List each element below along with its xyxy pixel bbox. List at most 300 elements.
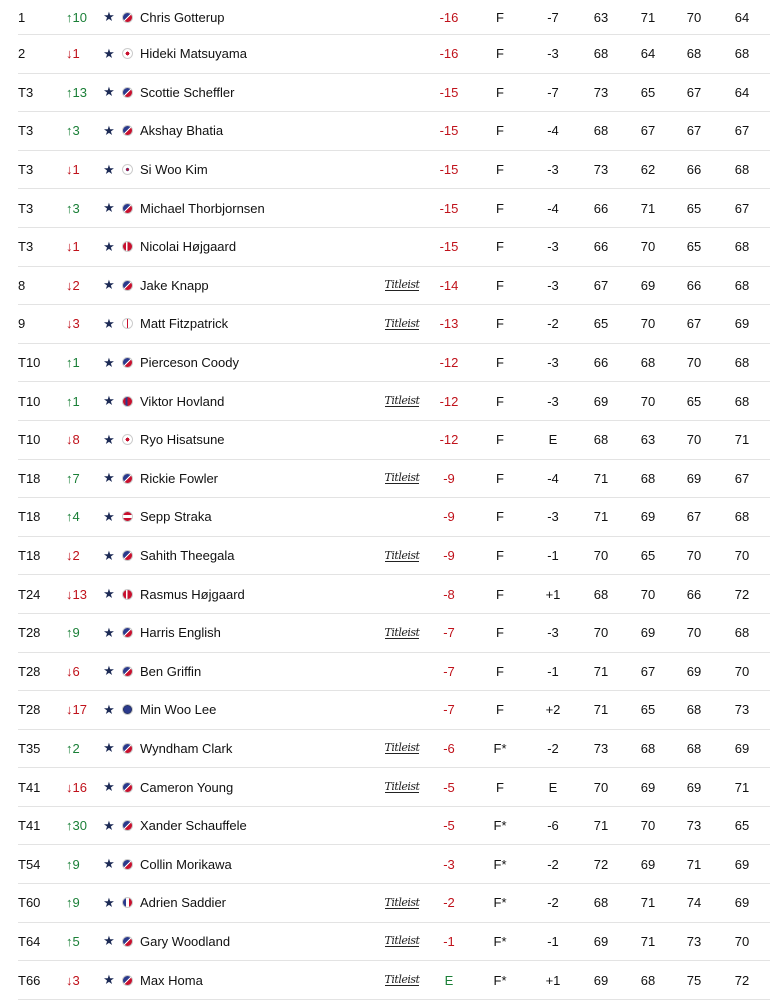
titleist-logo [380, 267, 424, 305]
today-score: -4 [547, 123, 559, 139]
leaderboard-row[interactable] [18, 845, 770, 884]
round-1-score: 68 [593, 123, 609, 139]
sponsor-logo-text: Titleist [384, 934, 420, 948]
player-name[interactable]: Ben Griffin [140, 663, 202, 679]
leaderboard-row[interactable] [18, 653, 770, 692]
position: 2 [18, 46, 26, 62]
flag-icon [120, 807, 134, 845]
position-movement: ↑3 [66, 123, 80, 139]
today-score: -4 [547, 470, 559, 486]
country-flag-usa [122, 859, 133, 870]
round-1-score: 69 [593, 393, 609, 409]
star-icon[interactable]: ★ [103, 9, 115, 24]
thru: F [496, 46, 504, 62]
total-to-par: -7 [443, 702, 455, 718]
player-name[interactable]: Viktor Hovland [140, 393, 225, 409]
today-score: +1 [545, 972, 561, 988]
titleist-logo [380, 460, 424, 498]
flag-icon [120, 35, 134, 73]
round-3-score: 69 [686, 470, 702, 486]
round-4-score: 73 [734, 702, 750, 718]
thru: F [496, 123, 504, 139]
country-flag-usa [122, 666, 133, 677]
round-1-score: 70 [593, 548, 609, 564]
leaderboard-row[interactable] [18, 35, 770, 74]
round-4-score: 69 [734, 895, 750, 911]
position-movement: ↑3 [66, 200, 80, 216]
leaderboard-row[interactable] [18, 267, 770, 306]
round-4-score: 64 [734, 9, 750, 25]
total-to-par: -7 [443, 625, 455, 641]
round-4-score: 68 [734, 277, 750, 293]
round-2-score: 68 [640, 470, 656, 486]
flag-icon [120, 267, 134, 305]
player-name[interactable]: Sepp Straka [140, 509, 212, 525]
position-movement: ↑1 [66, 393, 80, 409]
star-icon[interactable]: ★ [103, 393, 115, 409]
round-2-score: 70 [640, 239, 656, 255]
player-name[interactable]: Akshay Bhatia [140, 123, 224, 139]
round-3-score: 68 [686, 740, 702, 756]
sponsor-logo-text: Titleist [384, 973, 420, 987]
leaderboard-row[interactable] [18, 305, 770, 344]
position-movement: ↑4 [66, 509, 80, 525]
leaderboard-row[interactable] [18, 730, 770, 769]
position: T28 [18, 663, 41, 679]
star-icon[interactable]: ★ [103, 856, 115, 872]
position: 1 [18, 9, 26, 25]
flag-icon [120, 923, 134, 961]
leaderboard-row[interactable] [18, 460, 770, 499]
player-name[interactable]: Si Woo Kim [140, 162, 208, 178]
player-name[interactable]: Harris English [140, 625, 221, 641]
leaderboard-row[interactable] [18, 421, 770, 460]
leaderboard-row[interactable] [18, 923, 770, 962]
star-icon[interactable]: ★ [103, 277, 115, 293]
round-2-score: 63 [640, 432, 656, 448]
position-movement: ↓13 [66, 586, 87, 602]
thru: F [496, 779, 504, 795]
thru: F [496, 162, 504, 178]
player-name[interactable]: Ryo Hisatsune [140, 432, 225, 448]
country-flag-usa [122, 743, 133, 754]
star-icon[interactable]: ★ [103, 547, 115, 563]
leaderboard-row[interactable] [18, 614, 770, 653]
position: T3 [18, 239, 34, 255]
total-to-par: -12 [439, 355, 459, 371]
sponsor-logo-text: Titleist [384, 780, 420, 794]
round-4-score: 71 [734, 432, 750, 448]
position: T41 [18, 818, 41, 834]
titleist-logo [380, 344, 424, 382]
round-2-score: 69 [640, 856, 656, 872]
star-icon[interactable]: ★ [103, 740, 115, 756]
leaderboard-row[interactable] [18, 768, 770, 807]
today-score: -7 [547, 9, 559, 25]
star-icon[interactable]: ★ [103, 508, 115, 524]
country-flag-usa [122, 627, 133, 638]
thru: F [496, 239, 504, 255]
position: T3 [18, 200, 34, 216]
player-name[interactable]: Xander Schauffele [140, 818, 247, 834]
round-1-score: 71 [593, 663, 609, 679]
thru: F [496, 277, 504, 293]
leaderboard-row[interactable] [18, 691, 770, 730]
today-score: +2 [545, 702, 561, 718]
position: T54 [18, 856, 41, 872]
sponsor-logo-text: Titleist [384, 471, 420, 485]
today-score: -1 [547, 663, 559, 679]
thru: F [496, 393, 504, 409]
position: T28 [18, 625, 41, 641]
player-name[interactable]: Sahith Theegala [140, 548, 235, 564]
leaderboard-row[interactable] [18, 151, 770, 190]
round-2-score: 70 [640, 316, 656, 332]
round-3-score: 75 [686, 972, 702, 988]
total-to-par: -15 [439, 84, 459, 100]
total-to-par: -13 [439, 316, 459, 332]
thru: F [496, 9, 504, 25]
country-flag-fra [122, 897, 133, 908]
player-name[interactable]: Cameron Young [140, 779, 234, 795]
star-icon[interactable]: ★ [103, 701, 115, 717]
position-movement: ↑2 [66, 740, 80, 756]
titleist-logo [380, 151, 424, 189]
star-icon[interactable]: ★ [103, 817, 115, 833]
today-score: +1 [545, 586, 561, 602]
sponsor-logo-text: Titleist [384, 895, 420, 909]
player-name[interactable]: Max Homa [140, 972, 203, 988]
position-movement: ↓16 [66, 779, 87, 795]
country-flag-aut [122, 511, 133, 522]
position: T3 [18, 162, 34, 178]
position: T28 [18, 702, 41, 718]
round-2-score: 62 [640, 162, 656, 178]
round-1-score: 63 [593, 9, 609, 25]
thru: F [496, 702, 504, 718]
round-4-score: 68 [734, 46, 750, 62]
round-1-score: 68 [593, 46, 609, 62]
country-flag-usa [122, 550, 133, 561]
position: T24 [18, 586, 41, 602]
leaderboard-row[interactable] [18, 498, 770, 537]
thru: F [496, 316, 504, 332]
leaderboard-row[interactable] [18, 575, 770, 614]
round-3-score: 66 [686, 162, 702, 178]
titleist-logo [380, 884, 424, 922]
country-flag-usa [122, 820, 133, 831]
position: T3 [18, 123, 34, 139]
round-3-score: 66 [686, 277, 702, 293]
sponsor-logo-text: Titleist [384, 316, 420, 330]
total-to-par: -9 [443, 470, 455, 486]
flag-icon [120, 730, 134, 768]
country-flag-usa [122, 280, 133, 291]
titleist-logo [380, 537, 424, 575]
position-movement: ↑9 [66, 625, 80, 641]
round-1-score: 68 [593, 895, 609, 911]
flag-icon [120, 74, 134, 112]
round-2-score: 69 [640, 509, 656, 525]
sponsor-logo-text: Titleist [384, 278, 420, 292]
star-icon[interactable]: ★ [103, 933, 115, 949]
country-flag-usa [122, 87, 133, 98]
player-name[interactable]: Rickie Fowler [140, 470, 219, 486]
titleist-logo [380, 382, 424, 420]
round-1-score: 68 [593, 586, 609, 602]
country-flag-usa [122, 473, 133, 484]
total-to-par: -14 [439, 277, 459, 293]
star-icon[interactable]: ★ [103, 894, 115, 910]
round-1-score: 66 [593, 200, 609, 216]
star-icon[interactable]: ★ [103, 470, 115, 486]
total-to-par: -1 [443, 933, 455, 949]
round-2-score: 69 [640, 277, 656, 293]
round-4-score: 68 [734, 239, 750, 255]
star-icon[interactable]: ★ [103, 624, 115, 640]
leaderboard-row[interactable] [18, 228, 770, 267]
player-name[interactable]: Nicolai Højgaard [140, 239, 237, 255]
player-name[interactable]: Collin Morikawa [140, 856, 232, 872]
leaderboard-row[interactable] [18, 807, 770, 846]
sponsor-logo-text: Titleist [384, 548, 420, 562]
star-icon[interactable]: ★ [103, 663, 115, 679]
today-score: -3 [547, 46, 559, 62]
thru: F* [493, 972, 507, 988]
round-3-score: 70 [686, 432, 702, 448]
today-score: -3 [547, 509, 559, 525]
round-2-score: 71 [640, 895, 656, 911]
round-2-score: 65 [640, 548, 656, 564]
round-4-score: 67 [734, 200, 750, 216]
thru: F* [493, 740, 507, 756]
sponsor-logo-text: Titleist [384, 394, 420, 408]
position: T18 [18, 509, 41, 525]
position-movement: ↑9 [66, 856, 80, 872]
star-icon[interactable]: ★ [103, 315, 115, 331]
player-name[interactable]: Matt Fitzpatrick [140, 316, 229, 332]
titleist-logo [380, 653, 424, 691]
round-4-score: 69 [734, 740, 750, 756]
today-score: -3 [547, 162, 559, 178]
round-1-score: 70 [593, 625, 609, 641]
round-3-score: 68 [686, 46, 702, 62]
round-4-score: 70 [734, 933, 750, 949]
round-2-score: 67 [640, 123, 656, 139]
position: T35 [18, 740, 41, 756]
star-icon[interactable]: ★ [103, 84, 115, 100]
round-1-score: 69 [593, 972, 609, 988]
star-icon[interactable]: ★ [103, 779, 115, 795]
today-score: -2 [547, 740, 559, 756]
today-score: -7 [547, 84, 559, 100]
today-score: -2 [547, 895, 559, 911]
country-flag-usa [122, 125, 133, 136]
today-score: E [548, 432, 558, 448]
round-2-score: 69 [640, 779, 656, 795]
round-3-score: 67 [686, 509, 702, 525]
round-4-score: 68 [734, 162, 750, 178]
total-to-par: E [444, 972, 454, 988]
round-4-score: 69 [734, 856, 750, 872]
round-3-score: 70 [686, 9, 702, 25]
round-4-score: 67 [734, 123, 750, 139]
country-flag-usa [122, 357, 133, 368]
thru: F [496, 432, 504, 448]
today-score: -3 [547, 239, 559, 255]
flag-icon [120, 460, 134, 498]
titleist-logo [380, 498, 424, 536]
titleist-logo [380, 961, 424, 999]
round-4-score: 65 [734, 818, 750, 834]
today-score: -3 [547, 355, 559, 371]
round-2-score: 69 [640, 625, 656, 641]
country-flag-aus [122, 704, 133, 715]
leaderboard-row[interactable] [18, 112, 770, 151]
position: T18 [18, 548, 41, 564]
titleist-logo [380, 845, 424, 883]
round-1-score: 73 [593, 162, 609, 178]
country-flag-jpn [122, 48, 133, 59]
total-to-par: -9 [443, 548, 455, 564]
round-4-score: 68 [734, 355, 750, 371]
total-to-par: -15 [439, 239, 459, 255]
round-1-score: 66 [593, 355, 609, 371]
today-score: -3 [547, 625, 559, 641]
round-1-score: 71 [593, 702, 609, 718]
round-3-score: 70 [686, 548, 702, 564]
leaderboard-row[interactable] [18, 0, 770, 35]
total-to-par: -12 [439, 432, 459, 448]
player-name[interactable]: Gary Woodland [140, 933, 231, 949]
thru: F [496, 84, 504, 100]
today-score: E [548, 779, 558, 795]
today-score: -3 [547, 393, 559, 409]
position-movement: ↑7 [66, 470, 80, 486]
position-movement: ↑5 [66, 933, 80, 949]
thru: F [496, 663, 504, 679]
flag-icon [120, 151, 134, 189]
thru: F [496, 355, 504, 371]
player-name[interactable]: Hideki Matsuyama [140, 46, 247, 62]
thru: F [496, 586, 504, 602]
flag-icon [120, 112, 134, 150]
player-name[interactable]: Adrien Saddier [140, 895, 226, 911]
position-movement: ↓2 [66, 548, 80, 564]
today-score: -4 [547, 200, 559, 216]
star-icon[interactable]: ★ [103, 45, 115, 61]
leaderboard-row[interactable] [18, 344, 770, 383]
player-name[interactable]: Chris Gotterup [140, 9, 225, 25]
round-4-score: 69 [734, 316, 750, 332]
round-3-score: 73 [686, 818, 702, 834]
round-1-score: 73 [593, 84, 609, 100]
leaderboard-row[interactable] [18, 189, 770, 228]
flag-icon [120, 884, 134, 922]
player-name[interactable]: Rasmus Højgaard [140, 586, 245, 602]
player-name[interactable]: Scottie Scheffler [140, 84, 235, 100]
round-1-score: 68 [593, 432, 609, 448]
flag-icon [120, 344, 134, 382]
star-icon[interactable]: ★ [103, 431, 115, 447]
total-to-par: -6 [443, 740, 455, 756]
titleist-logo [380, 614, 424, 652]
round-2-score: 65 [640, 84, 656, 100]
total-to-par: -5 [443, 779, 455, 795]
total-to-par: -15 [439, 123, 459, 139]
today-score: -2 [547, 316, 559, 332]
leaderboard-row[interactable] [18, 382, 770, 421]
star-icon[interactable]: ★ [103, 238, 115, 254]
round-4-score: 68 [734, 509, 750, 525]
position-movement: ↓2 [66, 277, 80, 293]
round-1-score: 66 [593, 239, 609, 255]
player-name[interactable]: Pierceson Coody [140, 355, 239, 371]
star-icon[interactable]: ★ [103, 972, 115, 988]
position-movement: ↓3 [66, 316, 80, 332]
titleist-logo [380, 807, 424, 845]
total-to-par: -8 [443, 586, 455, 602]
position-movement: ↓17 [66, 702, 87, 718]
total-to-par: -2 [443, 895, 455, 911]
leaderboard-row[interactable] [18, 961, 770, 1000]
country-flag-den [122, 589, 133, 600]
country-flag-usa [122, 975, 133, 986]
country-flag-usa [122, 12, 133, 23]
position: T3 [18, 84, 34, 100]
position-movement: ↓6 [66, 663, 80, 679]
player-name[interactable]: Jake Knapp [140, 277, 209, 293]
star-icon[interactable]: ★ [103, 586, 115, 602]
leaderboard-row[interactable] [18, 884, 770, 923]
round-1-score: 67 [593, 277, 609, 293]
round-4-score: 71 [734, 779, 750, 795]
thru: F* [493, 933, 507, 949]
leaderboard-row[interactable] [18, 74, 770, 113]
round-2-score: 71 [640, 9, 656, 25]
player-name[interactable]: Michael Thorbjornsen [140, 200, 265, 216]
star-icon[interactable]: ★ [103, 354, 115, 370]
thru: F [496, 548, 504, 564]
titleist-logo [380, 923, 424, 961]
flag-icon [120, 537, 134, 575]
round-3-score: 74 [686, 895, 702, 911]
leaderboard-row[interactable] [18, 537, 770, 576]
round-2-score: 68 [640, 355, 656, 371]
country-flag-usa [122, 203, 133, 214]
round-3-score: 65 [686, 239, 702, 255]
thru: F* [493, 856, 507, 872]
round-4-score: 70 [734, 548, 750, 564]
position: T60 [18, 895, 41, 911]
round-3-score: 68 [686, 702, 702, 718]
star-icon[interactable]: ★ [103, 200, 115, 216]
star-icon[interactable]: ★ [103, 161, 115, 177]
country-flag-jpn [122, 434, 133, 445]
titleist-logo [380, 305, 424, 343]
flag-icon [120, 845, 134, 883]
player-name[interactable]: Min Woo Lee [140, 702, 217, 718]
position: T41 [18, 779, 41, 795]
player-name[interactable]: Wyndham Clark [140, 740, 233, 756]
round-1-score: 71 [593, 470, 609, 486]
round-3-score: 69 [686, 779, 702, 795]
titleist-logo [380, 575, 424, 613]
star-icon[interactable]: ★ [103, 122, 115, 138]
country-flag-nor [122, 396, 133, 407]
thru: F [496, 625, 504, 641]
round-4-score: 70 [734, 663, 750, 679]
